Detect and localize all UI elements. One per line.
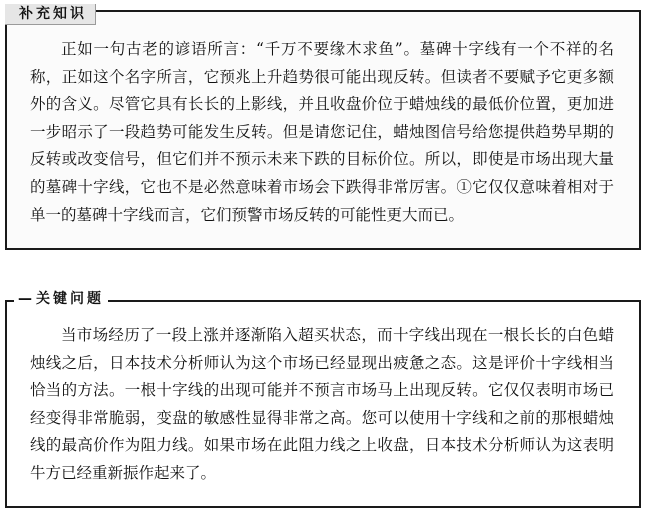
key-issue-heading-text: 关键问题: [36, 291, 104, 307]
supplementary-knowledge-heading-text: 补充知识: [19, 6, 87, 22]
key-issue-heading: [14, 290, 108, 308]
supplementary-knowledge-heading: [5, 4, 96, 25]
key-issue-paragraph: 当市场经历了一段上涨并逐渐陷入超买状态，而十字线出现在一根长长的白色蜡烛线之后，日本技术分析师认为这个市场已经显现出疲惫之态。这是评价十字线相当恰当的方法。一根十字线的出现可能并不预言市场马上出现反转。它仅仅表明市场已经变得非常脆弱，变盘的敏感性显得非常之高。您可以使用十字线和之前的那根蜡烛线的最高价作为阻力线。如果市场在此阻力线之上收盘，日本技术分析师认为这表明牛方已经重新振作起来了。: [30, 326, 614, 482]
supplementary-knowledge-paragraph: 正如一句古老的谚语所言：“千万不要缘木求鱼”。墓碑十字线有一个不祥的名称，正如这个名字所言，它预兆上升趋势很可能出现反转。但读者不要赋予它更多额外的含义。尽管它具有长长的上影线，并且收盘价位于蜡烛线的最低价位置，更加进一步昭示了一段趋势可能发生反转。但是请您记住，蜡烛图信号给您提供趋势早期的反转或改变信号，但它们并不预示未来下跌的目标价位。所以，即使是市场出现大量的墓碑十字线，它也不是必然意味着市场会下跌得非常厉害。①它仅仅意味着相对于单一的墓碑十字线而言，它们预警市场反转的可能性更大而已。: [30, 40, 614, 224]
key-issue-heading-dash: —: [18, 291, 32, 307]
